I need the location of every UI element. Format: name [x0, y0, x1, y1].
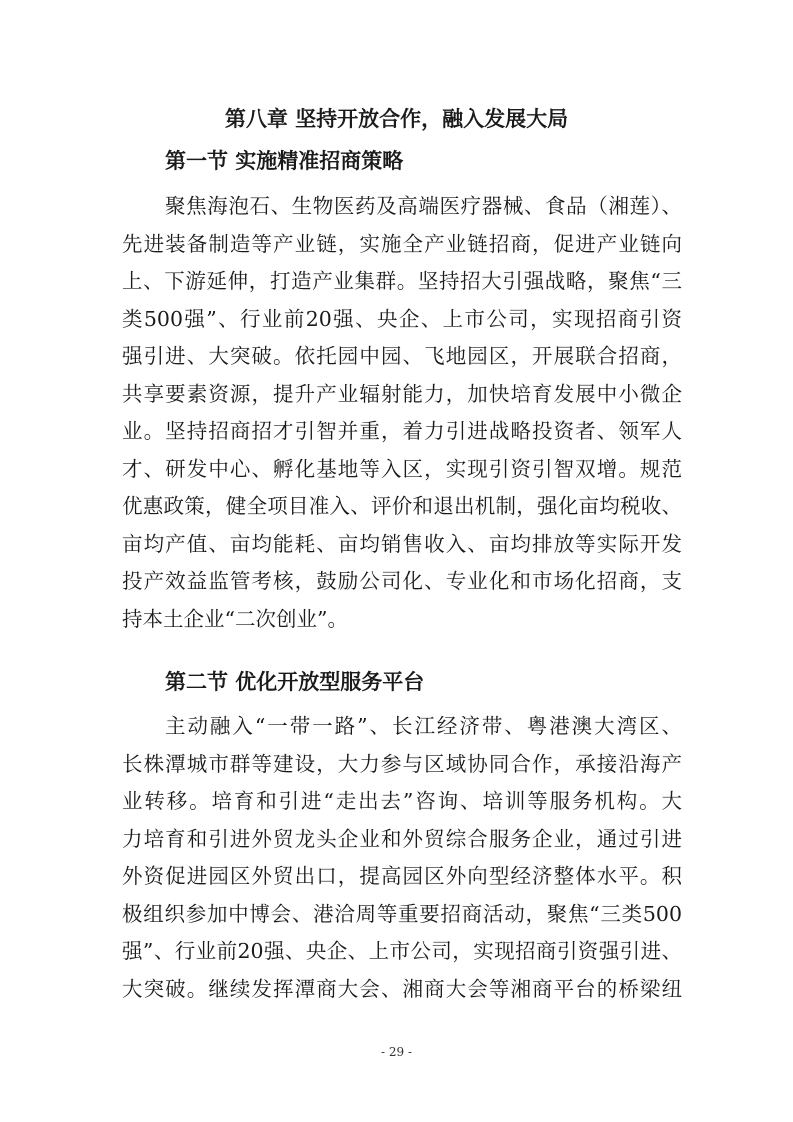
paragraph-line: 亩均产值、亩均能耗、亩均销售收入、亩均排放等实际开发 — [122, 531, 682, 556]
paragraph-line: 力培育和引进外贸龙头企业和外贸综合服务企业，通过引进 — [122, 826, 682, 851]
page-number: - 29 - — [380, 1045, 412, 1059]
section-2-paragraph — [122, 708, 682, 1008]
paragraph-line: 外资促进园区外贸出口，提高园区外向型经济整体水平。积 — [122, 864, 682, 888]
section-title-2: 第二节 优化开放型服务平台 — [165, 670, 425, 694]
section-title-1: 第一节 实施精准招商策略 — [165, 149, 404, 173]
paragraph-line: 才、研发中心、孵化基地等入区，实现引资引智双增。规范 — [122, 456, 682, 481]
paragraph-line: 优惠政策，健全项目准入、评价和退出机制，强化亩均税收、 — [122, 494, 682, 518]
paragraph-line: 持本土企业“二次创业”。 — [122, 606, 348, 631]
paragraph-line: 主动融入“一带一路”、长江经济带、粤港澳大湾区、 — [165, 714, 682, 738]
paragraph-line: 强引进、大突破。依托园中园、飞地园区，开展联合招商， — [122, 344, 682, 368]
paragraph-line: 业转移。培育和引进“走出去”咨询、培训等服务机构。大 — [122, 789, 682, 813]
section-1-paragraph — [122, 188, 682, 638]
paragraph-line: 业。坚持招商招才引智并重，着力引进战略投资者、领军人 — [122, 419, 682, 443]
paragraph-line: 强”、行业前20强、央企、上市公司，实现招商引资强引进、 — [122, 939, 682, 963]
paragraph-line: 类500强”、行业前20强、央企、上市公司，实现招商引资 — [122, 306, 682, 331]
paragraph-line: 聚焦海泡石、生物医药及高端医疗器械、食品（湘莲）、 — [165, 194, 682, 218]
paragraph-line: 共享要素资源，提升产业辐射能力，加快培育发展中小微企 — [122, 381, 682, 406]
paragraph-line: 极组织参加中博会、港洽周等重要招商活动，聚焦“三类500 — [122, 901, 682, 926]
paragraph-line: 大突破。继续发挥潭商大会、湘商大会等湘商平台的桥梁纽 — [122, 976, 682, 1001]
paragraph-line: 长株潭城市群等建设，大力参与区域协同合作，承接沿海产 — [122, 751, 682, 776]
chapter-title: 第八章 坚持开放合作，融入发展大局 — [224, 107, 569, 131]
paragraph-line: 上、下游延伸，打造产业集群。坚持招大引强战略，聚焦“三 — [122, 269, 682, 293]
paragraph-line: 先进装备制造等产业链，实施全产业链招商，促进产业链向 — [122, 231, 682, 256]
paragraph-line: 投产效益监管考核，鼓励公司化、专业化和市场化招商，支 — [122, 569, 682, 593]
